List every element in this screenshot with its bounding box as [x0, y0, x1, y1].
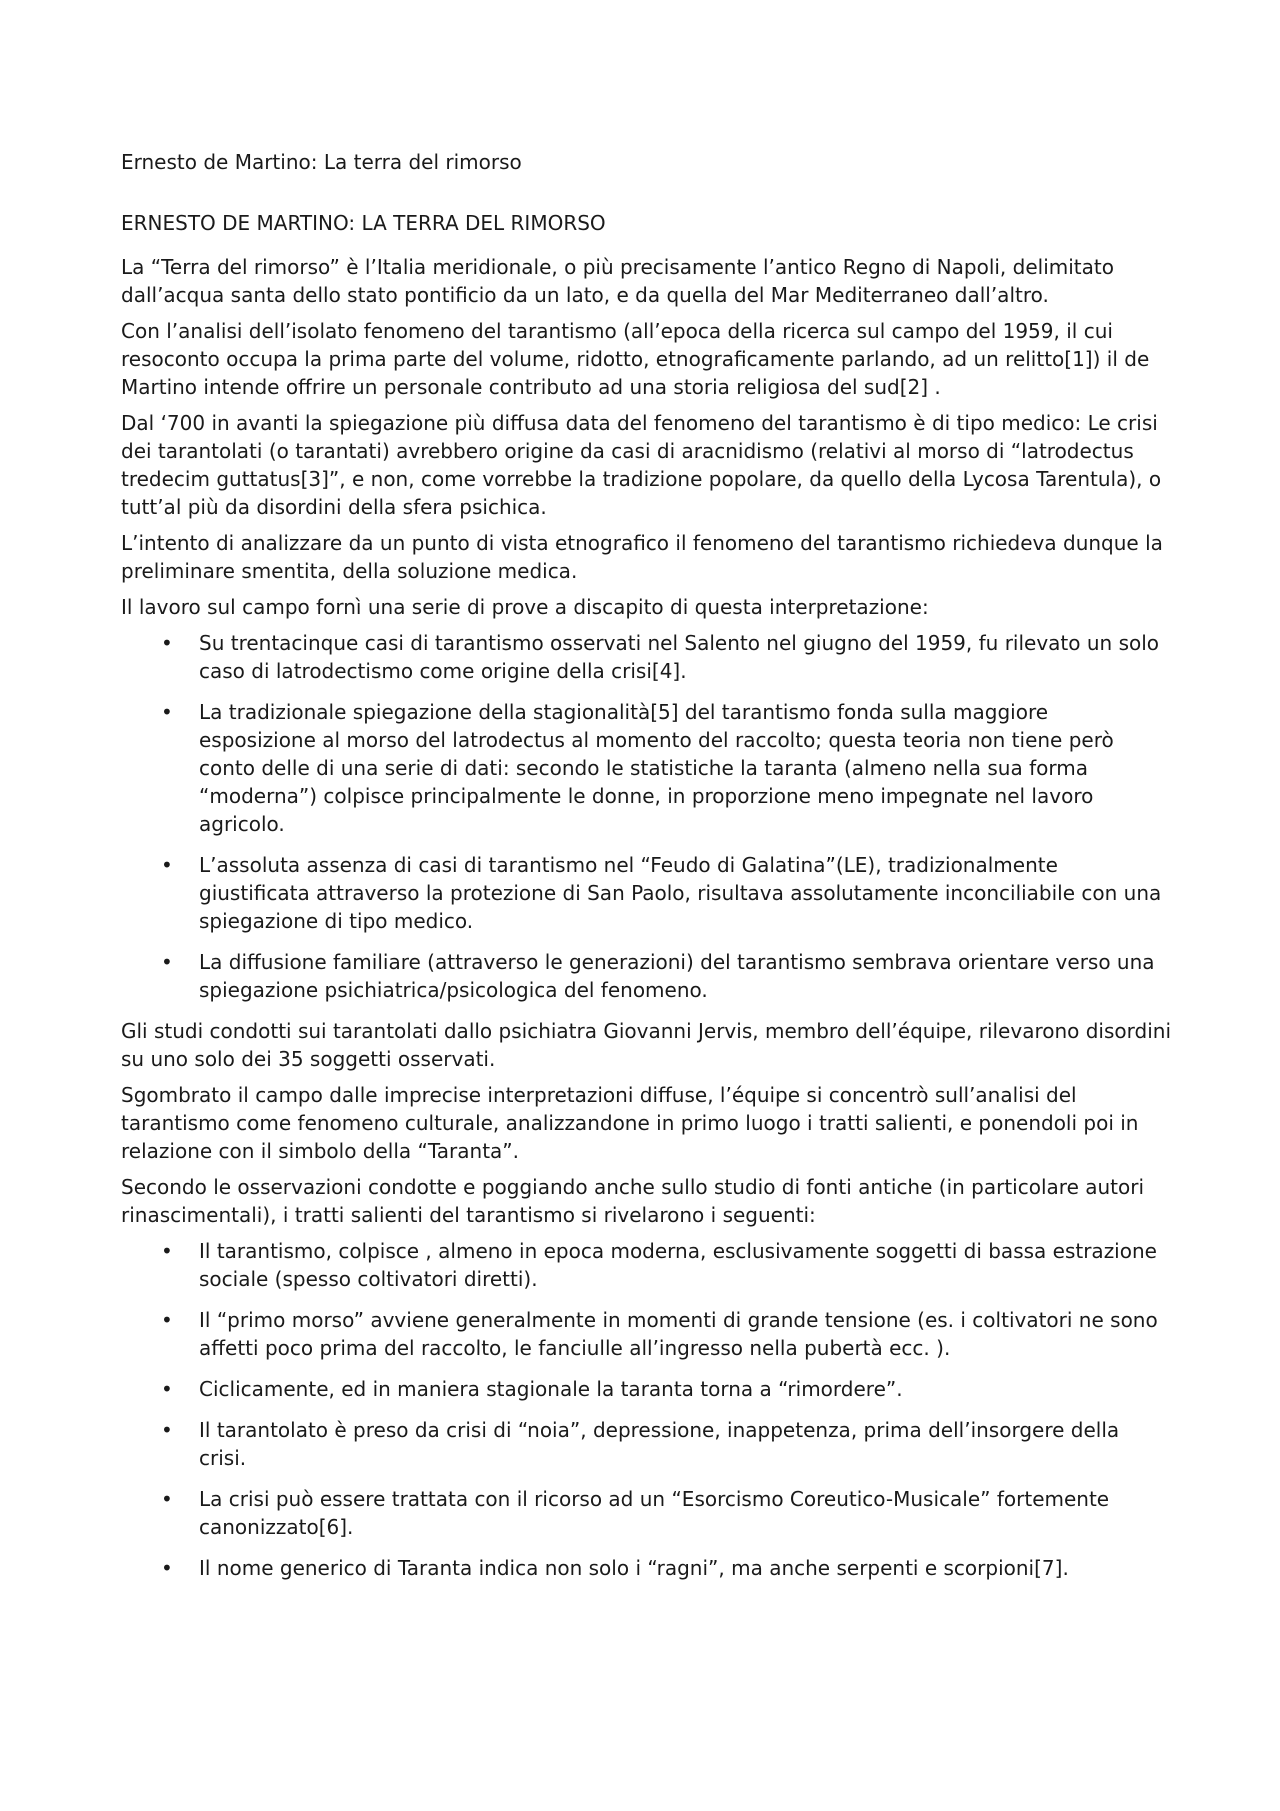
paragraph: Gli studi condotti sui tarantolati dallo psichiatra Giovanni Jervis, membro dell’équipe, rilevarono disordini su uno solo dei 35 soggetti osservati. — [121, 1019, 1171, 1071]
list-item — [121, 698, 1171, 838]
list-item-text: Il nome generico di Taranta indica non solo i “ragni”, ma anche serpenti e scorpioni[7]. — [199, 1556, 1069, 1580]
list-item-text: Su trentacinque casi di tarantismo osservati nel Salento nel giugno del 1959, fu rilevato un solo caso di latrodectismo come origine della crisi[4]. — [199, 631, 1160, 683]
bullet-icon: • — [161, 1239, 173, 1263]
list-item-text: La diffusione familiare (attraverso le generazioni) del tarantismo sembrava orientare verso una spiegazione psichiatrica/psicologica del fenomeno. — [199, 950, 1155, 1002]
list-item-text: Il tarantolato è preso da crisi di “noia”, depressione, inappetenza, prima dell’insorgere della crisi. — [199, 1418, 1120, 1470]
bullet-icon: • — [161, 950, 173, 974]
list-item — [121, 1485, 1171, 1541]
bullet-icon: • — [161, 1308, 173, 1332]
bullet-list — [121, 1237, 1171, 1582]
list-item — [121, 629, 1171, 685]
bullet-icon: • — [161, 1418, 173, 1442]
list-item-text: Il tarantismo, colpisce , almeno in epoca moderna, esclusivamente soggetti di bassa estrazione sociale (spesso coltivatori diretti). — [199, 1239, 1157, 1291]
paragraph: La “Terra del rimorso” è l’Italia meridionale, o più precisamente l’antico Regno di Napoli, delimitato dall’acqua santa dello stato pontificio da un lato, e da quella del Mar Mediterraneo dall’altro. — [121, 255, 1114, 307]
list-item — [121, 948, 1171, 1004]
document-page — [121, 148, 1171, 1595]
paragraph: Con l’analisi dell’isolato fenomeno del tarantismo (all’epoca della ricerca sul campo del 1959, il cui resoconto occupa la prima parte del volume, ridotto, etnograficamente parlando, ad un relitto[1]) il de Martino intende offrire un personale contributo ad una storia religiosa del sud[2] . — [121, 319, 1150, 399]
list-item-text: L’assoluta assenza di casi di tarantismo nel “Feudo di Galatina”(LE), tradizionalmente giustificata attraverso la protezione di San Paolo, risultava assolutamente inconciliabile con una spiegazione di tipo medico. — [199, 853, 1162, 933]
paragraph: L’intento di analizzare da un punto di vista etnografico il fenomeno del tarantismo richiedeva dunque la preliminare smentita, della soluzione medica. — [121, 531, 1163, 583]
list-item — [121, 1416, 1171, 1472]
list-item — [121, 851, 1171, 935]
list-item — [121, 1306, 1171, 1362]
paragraph: Il lavoro sul campo fornì una serie di prove a discapito di questa interpretazione: — [121, 595, 929, 619]
list-item-text: Il “primo morso” avviene generalmente in momenti di grande tensione (es. i coltivatori ne sono affetti poco prima del raccolto, le fanciulle all’ingresso nella pubertà ecc. ). — [199, 1308, 1158, 1360]
bullet-icon: • — [161, 631, 173, 655]
list-item — [121, 1237, 1171, 1293]
bullet-icon: • — [161, 1377, 173, 1401]
document-title: Ernesto de Martino: La terra del rimorso — [121, 150, 522, 174]
bullet-icon: • — [161, 853, 173, 877]
document-heading: ERNESTO DE MARTINO: LA TERRA DEL RIMORSO — [121, 211, 606, 235]
list-item — [121, 1554, 1171, 1582]
paragraph: Sgombrato il campo dalle imprecise interpretazioni diffuse, l’équipe si concentrò sull’analisi del tarantismo come fenomeno culturale, analizzandone in primo luogo i tratti salienti, e ponendoli poi in relazione con il simbolo della “Taranta”. — [121, 1083, 1139, 1163]
bullet-icon: • — [161, 1487, 173, 1511]
list-item-text: La tradizionale spiegazione della stagionalità[5] del tarantismo fonda sulla maggiore esposizione al morso del latrodectus al momento del raccolto; questa teoria non tiene però conto delle di una serie di dati: secondo le statistiche la taranta (almeno nella sua forma “moderna”) colpisce principalmente le donne, in proporzione meno impegnate nel lavoro agricolo. — [199, 700, 1114, 836]
list-item — [121, 1375, 1171, 1403]
list-item-text: Ciclicamente, ed in maniera stagionale la taranta torna a “rimordere”. — [199, 1377, 903, 1401]
paragraph: Secondo le osservazioni condotte e poggiando anche sullo studio di fonti antiche (in particolare autori rinascimentali), i tratti salienti del tarantismo si rivelarono i seguenti: — [121, 1175, 1145, 1227]
bullet-list — [121, 629, 1171, 1004]
paragraph: Dal ‘700 in avanti la spiegazione più diffusa data del fenomeno del tarantismo è di tipo medico: Le crisi dei tarantolati (o tarantati) avrebbero origine da casi di aracnidismo (relativi al morso di “latrodectus tredecim guttatus[3]”, e non, come vorrebbe la tradizione popolare, da quello della Lycosa Tarentula), o tutt’al più da disordini della sfera psichica. — [121, 411, 1162, 519]
bullet-icon: • — [161, 1556, 173, 1580]
bullet-icon: • — [161, 700, 173, 724]
list-item-text: La crisi può essere trattata con il ricorso ad un “Esorcismo Coreutico-Musicale” fortemente canonizzato[6]. — [199, 1487, 1110, 1539]
